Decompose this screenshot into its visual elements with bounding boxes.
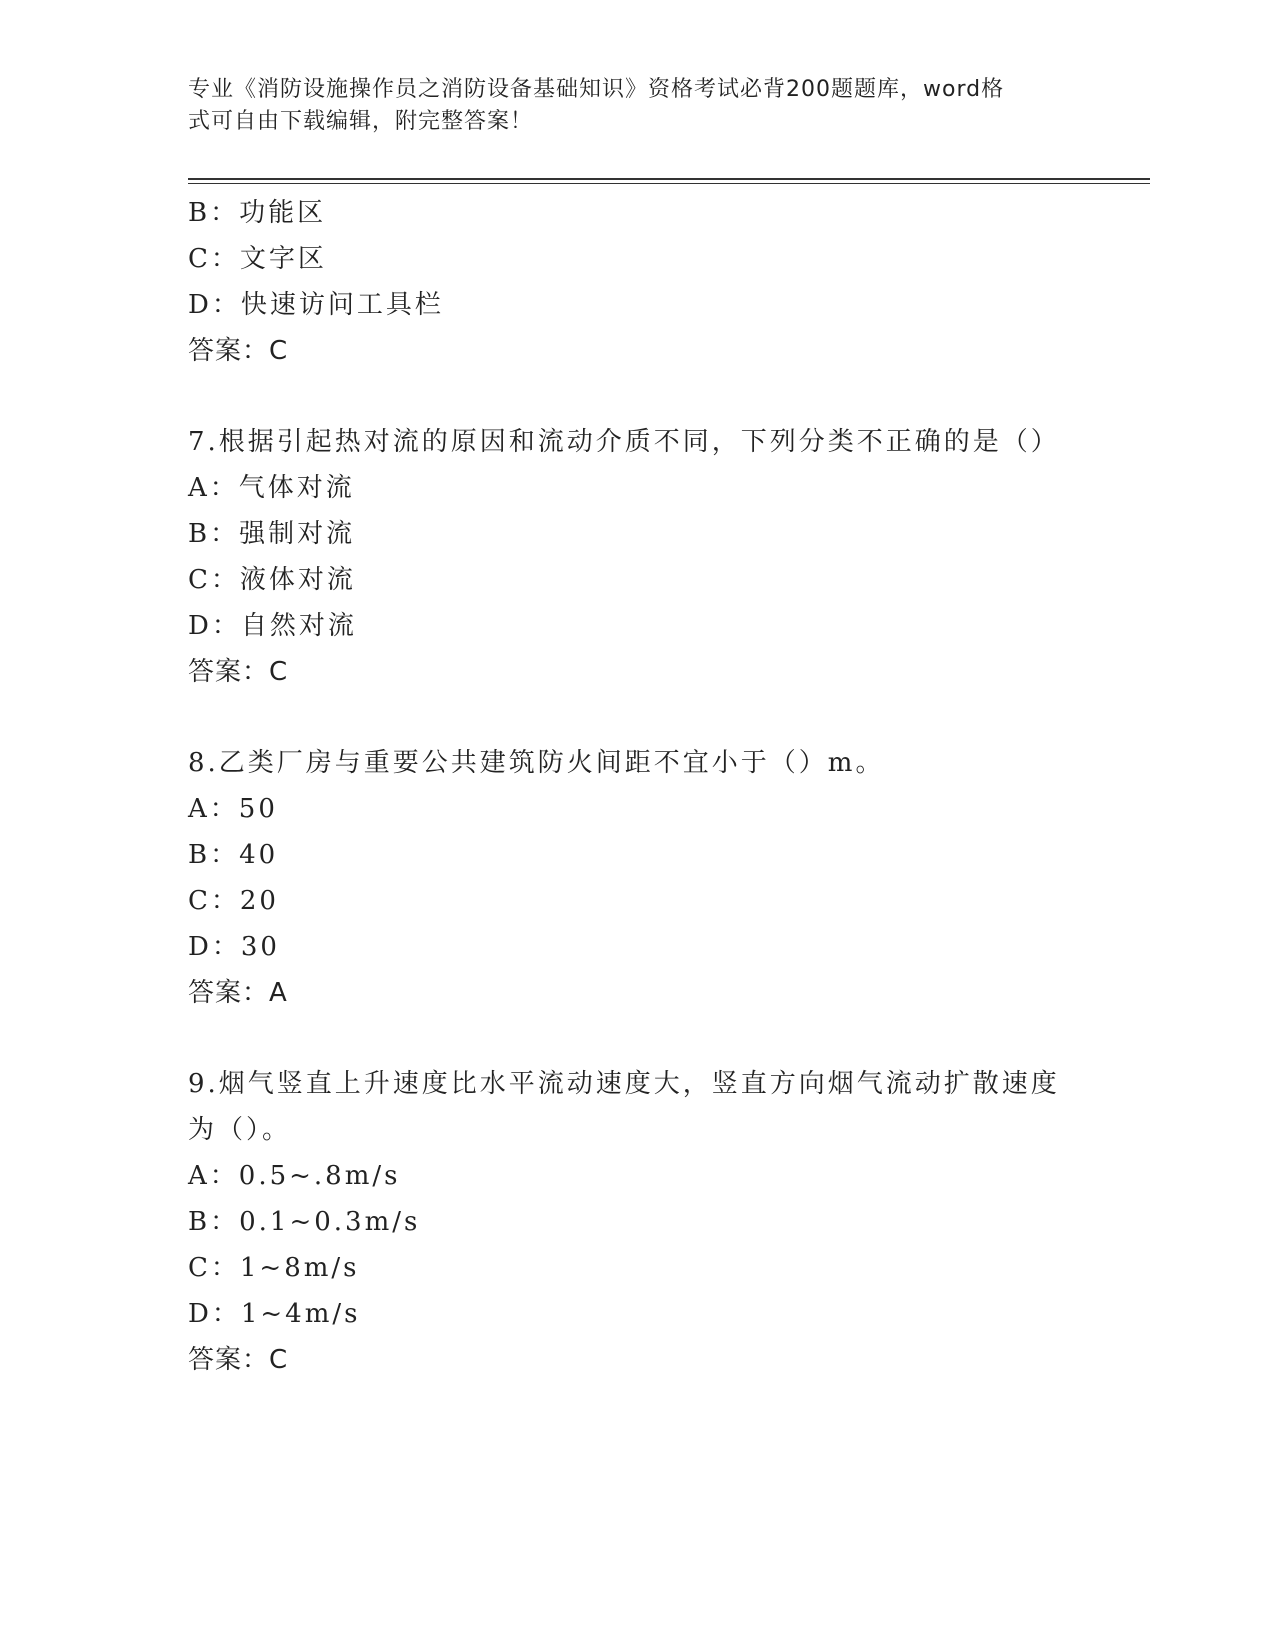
question-text-line-1: 9.烟气竖直上升速度比水平流动速度大，竖直方向烟气流动扩散速度 bbox=[188, 1069, 1060, 1099]
header-rule-thin bbox=[188, 183, 1150, 184]
option-c: C：1~8m/s bbox=[188, 1253, 360, 1283]
spacer bbox=[188, 374, 1088, 419]
option-a: A：50 bbox=[188, 794, 278, 824]
option-c: C：液体对流 bbox=[188, 565, 356, 595]
question-text-line-2: 为（）。 bbox=[188, 1115, 292, 1145]
question-text: 7.根据引起热对流的原因和流动介质不同，下列分类不正确的是（） bbox=[188, 427, 1060, 457]
question-9-block bbox=[188, 1061, 1088, 1383]
question-7-block bbox=[188, 419, 1088, 695]
document-header bbox=[188, 74, 1068, 138]
option-a: A：气体对流 bbox=[188, 473, 355, 503]
option-a: A：0.5~.8m/s bbox=[188, 1161, 401, 1191]
question-6-block bbox=[188, 190, 1088, 374]
header-rule-thick bbox=[188, 178, 1150, 180]
answer-label: 答案：A bbox=[188, 978, 288, 1008]
spacer bbox=[188, 695, 1088, 740]
option-c: C：20 bbox=[188, 886, 279, 916]
option-d: D：自然对流 bbox=[188, 611, 357, 641]
question-list bbox=[188, 190, 1088, 1383]
option-d: D：1~4m/s bbox=[188, 1299, 361, 1329]
header-line-2: 式可自由下载编辑，附完整答案！ bbox=[188, 109, 534, 134]
header-line-1: 专业《消防设施操作员之消防设备基础知识》资格考试必背200题题库，word格 bbox=[188, 77, 1005, 102]
option-c: C：文字区 bbox=[188, 244, 327, 274]
option-d: D：30 bbox=[188, 932, 280, 962]
answer-label: 答案：C bbox=[188, 336, 289, 366]
question-8-block bbox=[188, 740, 1088, 1016]
option-b: B：40 bbox=[188, 840, 279, 870]
question-text: 8.乙类厂房与重要公共建筑防火间距不宜小于（）m。 bbox=[188, 748, 885, 778]
option-b: B：功能区 bbox=[188, 198, 327, 228]
answer-label: 答案：C bbox=[188, 657, 289, 687]
option-b: B：0.1~0.3m/s bbox=[188, 1207, 421, 1237]
option-b: B：强制对流 bbox=[188, 519, 356, 549]
answer-label: 答案：C bbox=[188, 1345, 289, 1375]
option-d: D：快速访问工具栏 bbox=[188, 290, 444, 320]
spacer bbox=[188, 1016, 1088, 1061]
